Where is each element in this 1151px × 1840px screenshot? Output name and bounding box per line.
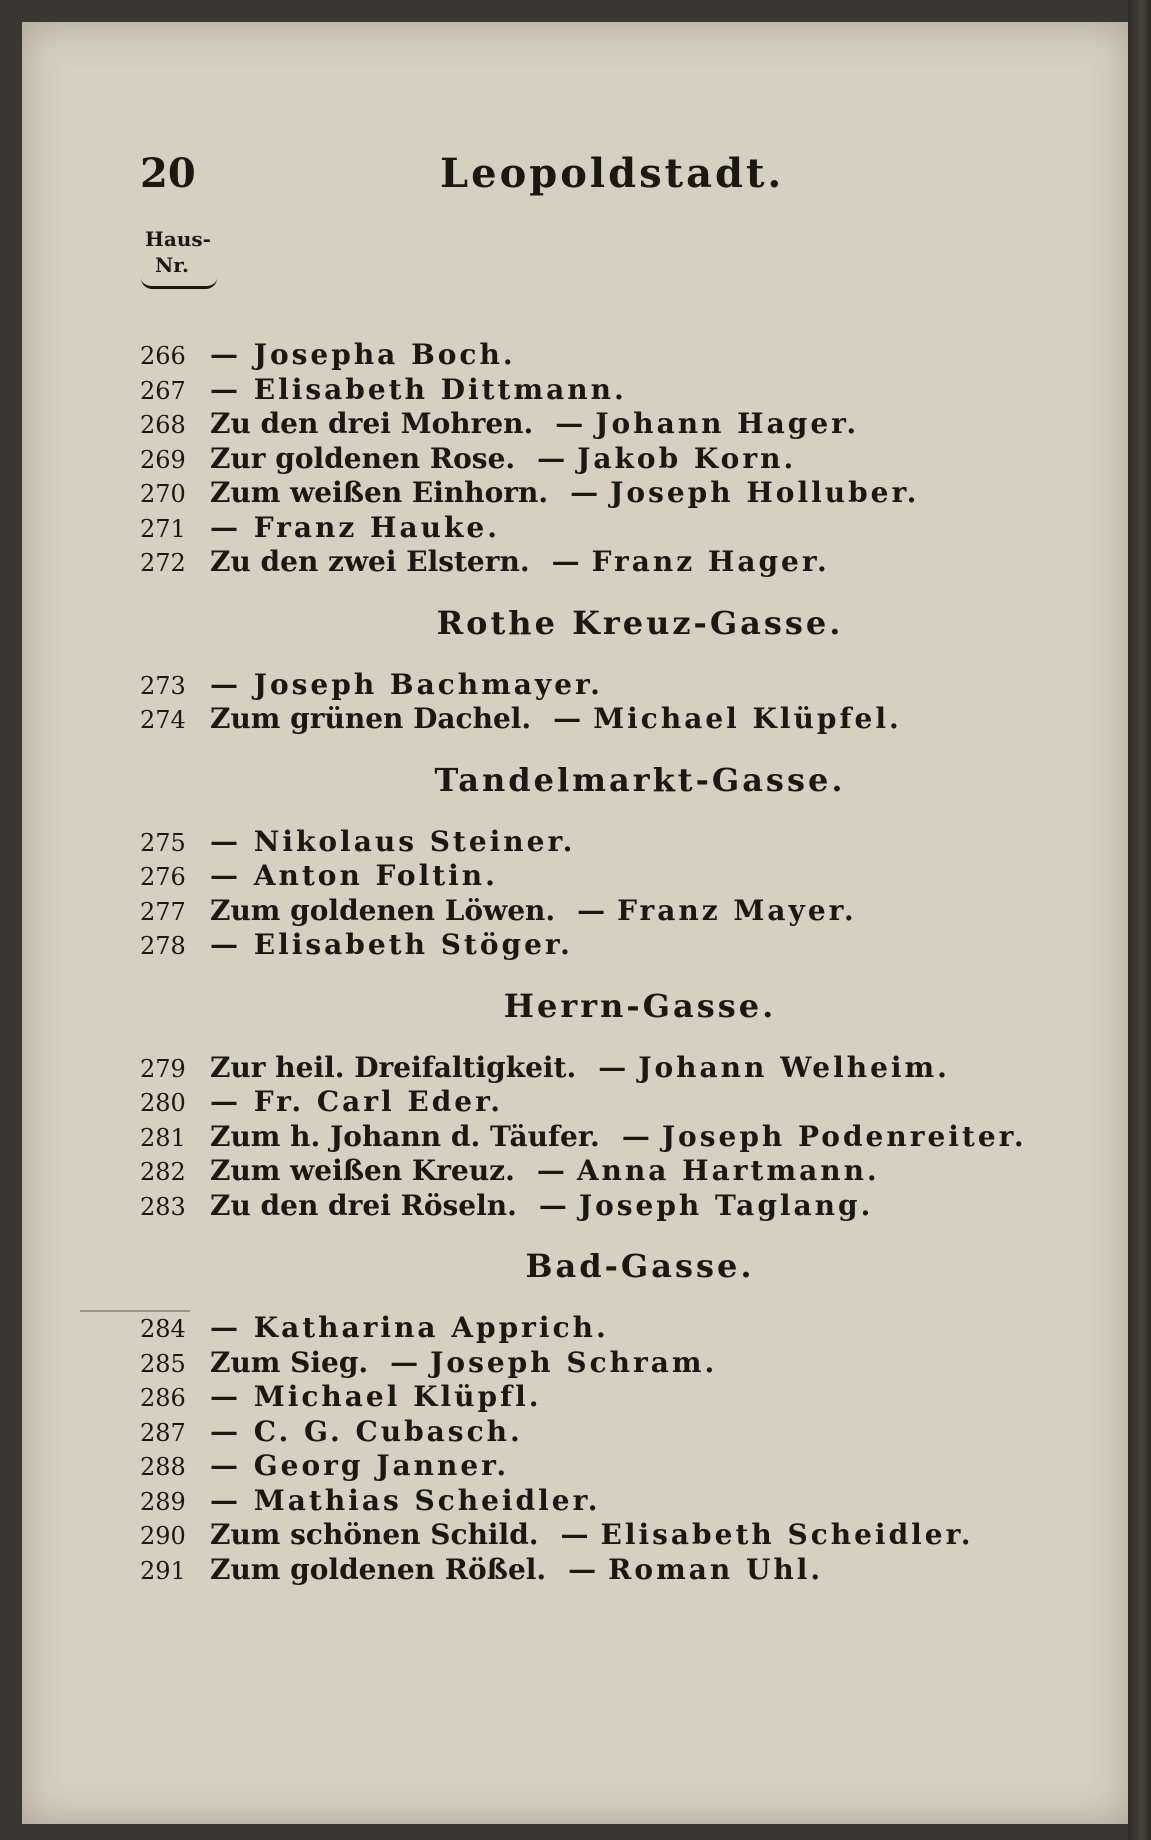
directory-entry [140, 442, 1080, 477]
house-number: 270 [140, 480, 186, 508]
dash-separator: — [598, 1050, 627, 1084]
house-sign: Zu den drei Mohren. [210, 407, 534, 440]
owner-name: Franz Hager. [591, 545, 830, 578]
house-sign: Zum goldenen Rößel. [210, 1552, 547, 1586]
owner-name: Joseph Taglang. [578, 1188, 874, 1222]
directory-entry [140, 1085, 1080, 1120]
owner-name: — C. G. Cubasch. [210, 1414, 523, 1448]
owner-name: — Josepha Boch. [210, 338, 516, 371]
street-heading: Bad-Gasse. [525, 1247, 755, 1285]
house-number: 291 [140, 1556, 186, 1585]
street-heading: Rothe Kreuz-Gasse. [436, 603, 844, 642]
directory-entry [140, 373, 1080, 408]
directory-entry [140, 668, 1080, 703]
owner-name: Johann Welheim. [638, 1050, 950, 1084]
running-title: Leopoldstadt. [440, 150, 785, 197]
directory-entry [140, 1051, 1080, 1086]
house-number: 277 [140, 897, 186, 926]
dash-separator: — [390, 1345, 419, 1379]
house-number: 279 [140, 1054, 186, 1083]
owner-name: — Katharina Apprich. [210, 1311, 609, 1344]
house-sign: Zu den drei Röseln. [210, 1188, 517, 1222]
owner-name: — Michael Klüpfl. [210, 1380, 542, 1413]
house-number: 289 [140, 1487, 186, 1516]
column-heading-line1: Haus- [145, 227, 211, 251]
owner-name: Joseph Podenreiter. [661, 1119, 1027, 1153]
house-sign: Zum h. Johann d. Täufer. [210, 1119, 600, 1153]
house-number: 278 [140, 932, 186, 960]
directory-entry [140, 407, 1080, 442]
directory-entry [140, 1415, 1080, 1450]
house-sign: Zur heil. Dreifaltigkeit. [210, 1050, 577, 1084]
house-number: 276 [140, 863, 186, 891]
directory-entry [140, 1346, 1080, 1381]
owner-name: Jakob Korn. [577, 441, 797, 475]
owner-name: — Elisabeth Dittmann. [210, 372, 627, 406]
house-number: 284 [140, 1315, 186, 1343]
directory-entry [140, 825, 1080, 860]
column-heading [145, 226, 217, 289]
directory-entry [140, 1189, 1080, 1224]
page-number: 20 [140, 150, 196, 197]
house-number: 287 [140, 1418, 186, 1447]
directory-entry [140, 1311, 1080, 1346]
owner-name: — Georg Janner. [210, 1449, 510, 1482]
directory-entry [140, 511, 1080, 546]
owner-name: Roman Uhl. [608, 1552, 824, 1586]
house-number: 271 [140, 514, 186, 543]
house-number: 269 [140, 445, 186, 474]
owner-name: Joseph Holluber. [610, 476, 920, 509]
directory-entry [140, 928, 1080, 963]
directory-listing [140, 338, 1080, 1587]
owner-name: — Elisabeth Stöger. [210, 928, 573, 961]
dash-separator: — [538, 1188, 567, 1222]
ornament-swash [141, 278, 217, 289]
house-number: 286 [140, 1384, 186, 1412]
dash-separator: — [577, 893, 606, 927]
house-number: 266 [140, 342, 186, 370]
directory-entry [140, 338, 1080, 373]
house-number: 268 [140, 411, 186, 439]
directory-entry [140, 859, 1080, 894]
dash-separator: — [570, 476, 599, 509]
house-number: 290 [140, 1522, 186, 1550]
house-sign: Zur goldenen Rose. [210, 441, 516, 475]
directory-entry [140, 1380, 1080, 1415]
dash-separator: — [553, 702, 582, 735]
owner-name: Elisabeth Scheidler. [600, 1518, 974, 1551]
street-heading: Herrn-Gasse. [503, 986, 777, 1025]
directory-entry [140, 1449, 1080, 1484]
house-number: 267 [140, 376, 186, 405]
owner-name: Johann Hager. [595, 407, 860, 440]
owner-name: Franz Mayer. [617, 893, 857, 927]
owner-name: — Mathias Scheidler. [210, 1483, 601, 1517]
directory-entry [140, 1553, 1080, 1588]
house-number: 272 [140, 549, 186, 577]
directory-entry [140, 702, 1080, 737]
owner-name: — Anton Foltin. [210, 859, 498, 892]
house-number: 282 [140, 1158, 186, 1186]
dash-separator: — [568, 1552, 597, 1586]
house-sign: Zu den zwei Elstern. [210, 545, 530, 578]
house-sign: Zum weißen Einhorn. [210, 476, 549, 509]
directory-entry [140, 545, 1080, 580]
house-sign: Zum grünen Dachel. [210, 702, 532, 735]
house-number: 274 [140, 706, 186, 734]
column-heading-line2: Nr. [155, 253, 189, 277]
page-header [0, 150, 1151, 200]
street-heading: Tandelmarkt-Gasse. [434, 760, 846, 799]
owner-name: Anna Hartmann. [576, 1154, 880, 1187]
owner-name: Joseph Schram. [430, 1345, 718, 1379]
house-sign: Zum goldenen Löwen. [210, 893, 556, 927]
house-sign: Zum Sieg. [210, 1345, 369, 1379]
house-number: 283 [140, 1192, 186, 1221]
owner-name: — Fr. Carl Eder. [210, 1085, 504, 1118]
dash-separator: — [560, 1518, 589, 1551]
house-number: 275 [140, 828, 186, 857]
house-number: 273 [140, 671, 186, 700]
house-sign: Zum schönen Schild. [210, 1518, 539, 1551]
owner-name: Michael Klüpfel. [593, 702, 902, 735]
house-number: 285 [140, 1349, 186, 1378]
house-number: 288 [140, 1453, 186, 1481]
book-spine [1128, 0, 1151, 1840]
directory-entry [140, 894, 1080, 929]
owner-name: — Nikolaus Steiner. [210, 824, 576, 858]
directory-entry [140, 1120, 1080, 1155]
dash-separator: — [555, 407, 584, 440]
owner-name: — Franz Hauke. [210, 510, 500, 544]
house-number: 280 [140, 1089, 186, 1117]
dash-separator: — [537, 441, 566, 475]
directory-entry [140, 1154, 1080, 1189]
house-sign: Zum weißen Kreuz. [210, 1154, 515, 1187]
directory-entry [140, 1518, 1080, 1553]
dash-separator: — [621, 1119, 650, 1153]
owner-name: — Joseph Bachmayer. [210, 667, 603, 701]
dash-separator: — [536, 1154, 565, 1187]
directory-entry [140, 1484, 1080, 1519]
house-number: 281 [140, 1123, 186, 1152]
dash-separator: — [551, 545, 580, 578]
directory-entry [140, 476, 1080, 511]
